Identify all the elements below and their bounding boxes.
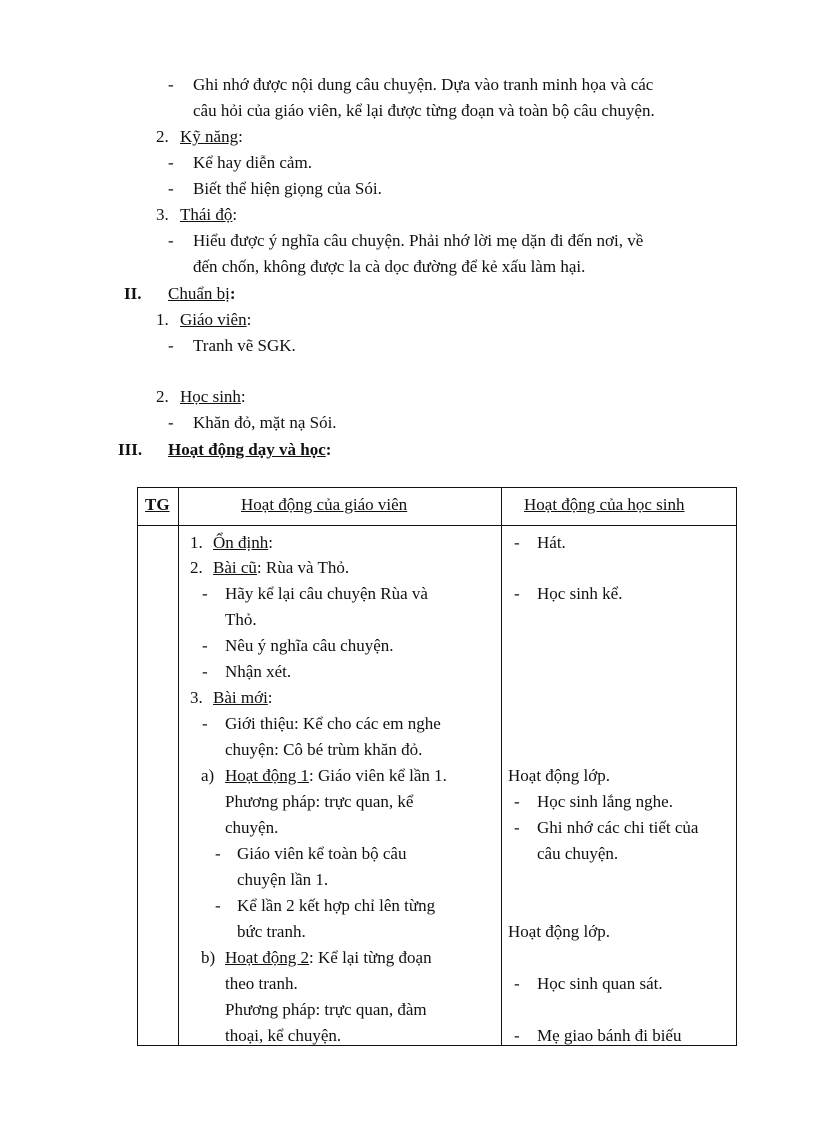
bullet-dash: - bbox=[168, 336, 174, 355]
list-number: 3. bbox=[190, 688, 203, 707]
bullet-dash: - bbox=[168, 179, 174, 198]
activity-1-heading: Hoạt động 1: Giáo viên kể lần 1. bbox=[225, 766, 447, 785]
objective-line: câu hỏi của giáo viên, kể lại được từng đoạn và toàn bộ câu chuyện. bbox=[193, 101, 655, 120]
student-item: Khăn đỏ, mặt nạ Sói. bbox=[193, 413, 337, 432]
table-border bbox=[137, 525, 737, 526]
table-header-teacher: Hoạt động của giáo viên bbox=[241, 495, 408, 514]
bullet-dash: - bbox=[514, 818, 520, 837]
list-number: 1. bbox=[190, 533, 203, 552]
bullet-dash: - bbox=[168, 75, 174, 94]
teacher-activity-line: chuyện. bbox=[225, 818, 279, 837]
activity-2-heading: Hoạt động 2: Kể lại từng đoạn bbox=[225, 948, 432, 967]
table-border bbox=[137, 487, 138, 1046]
bai-cu-heading: Bài cũ: Rùa và Thỏ. bbox=[213, 558, 350, 577]
teacher-activity-line: Nhận xét. bbox=[225, 662, 292, 681]
bullet-dash: - bbox=[168, 231, 174, 250]
skills-item: Biết thể hiện giọng của Sói. bbox=[193, 179, 382, 198]
teacher-activity-line: Giáo viên kể toàn bộ câu bbox=[237, 844, 407, 863]
student-activity-line: Học sinh kể. bbox=[537, 584, 623, 603]
teacher-activity-line: Thỏ. bbox=[225, 610, 257, 629]
teacher-activity-line: chuyện: Cô bé trùm khăn đỏ. bbox=[225, 740, 423, 759]
section-title: Chuẩn bị: bbox=[168, 284, 236, 303]
list-number: 2. bbox=[156, 387, 169, 406]
teacher-activity-line: Phương pháp: trực quan, kể bbox=[225, 792, 414, 811]
student-heading: Học sinh: bbox=[180, 387, 246, 406]
bullet-dash: - bbox=[514, 584, 520, 603]
skills-item: Kể hay diễn cảm. bbox=[193, 153, 312, 172]
teacher-activity-line: Kể lần 2 kết hợp chỉ lên từng bbox=[237, 896, 436, 915]
section-title: Hoạt động dạy và học: bbox=[168, 440, 332, 459]
student-activity-line: Học sinh lắng nghe. bbox=[537, 792, 673, 811]
table-border bbox=[178, 487, 179, 1046]
attitude-line: đến chốn, không được la cà dọc đường để kẻ xấu làm hại. bbox=[193, 257, 586, 276]
attitude-heading: Thái độ: bbox=[180, 205, 238, 224]
table-header-student: Hoạt động của học sinh bbox=[524, 495, 685, 514]
bullet-dash: - bbox=[202, 714, 208, 733]
bullet-dash: - bbox=[514, 974, 520, 993]
student-activity-line: Học sinh quan sát. bbox=[537, 974, 663, 993]
bullet-dash: - bbox=[514, 792, 520, 811]
on-dinh-heading: Ổn định: bbox=[213, 533, 273, 552]
skills-heading: Kỹ năng: bbox=[180, 127, 243, 146]
list-number: 3. bbox=[156, 205, 169, 224]
teacher-activity-line: Hãy kể lại câu chuyện Rùa và bbox=[225, 584, 428, 603]
table-border bbox=[501, 487, 502, 1046]
teacher-activity-line: bức tranh. bbox=[237, 922, 306, 941]
teacher-heading: Giáo viên: bbox=[180, 310, 252, 329]
bullet-dash: - bbox=[202, 662, 208, 681]
objective-line: Ghi nhớ được nội dung câu chuyện. Dựa vào tranh minh họa và các bbox=[193, 75, 654, 94]
list-number: 2. bbox=[156, 127, 169, 146]
attitude-line: Hiểu được ý nghĩa câu chuyện. Phải nhớ lời mẹ dặn đi đến nơi, về bbox=[193, 231, 644, 250]
student-activity-line: Hoạt động lớp. bbox=[508, 922, 611, 941]
teacher-activity-line: Phương pháp: trực quan, đàm bbox=[225, 1000, 427, 1019]
bullet-dash: - bbox=[168, 413, 174, 432]
table-header-tg: TG bbox=[145, 495, 170, 514]
list-number: 1. bbox=[156, 310, 169, 329]
student-activity-line: Mẹ giao bánh đi biếu bbox=[537, 1026, 682, 1045]
list-number: 2. bbox=[190, 558, 203, 577]
list-letter: a) bbox=[201, 766, 215, 785]
bullet-dash: - bbox=[202, 636, 208, 655]
bullet-dash: - bbox=[168, 153, 174, 172]
bullet-dash: - bbox=[514, 533, 520, 552]
teacher-activity-line: Giới thiệu: Kể cho các em nghe bbox=[225, 714, 441, 733]
table-border bbox=[736, 487, 737, 1046]
bullet-dash: - bbox=[215, 896, 221, 915]
student-activity-line: Hoạt động lớp. bbox=[508, 766, 611, 785]
bullet-dash: - bbox=[202, 584, 208, 603]
teacher-activity-line: chuyện lần 1. bbox=[237, 870, 329, 889]
teacher-activity-line: Nêu ý nghĩa câu chuyện. bbox=[225, 636, 394, 655]
bai-moi-heading: Bài mới: bbox=[213, 688, 273, 707]
bullet-dash: - bbox=[514, 1026, 520, 1045]
section-number: II. bbox=[124, 284, 142, 303]
teacher-item: Tranh vẽ SGK. bbox=[193, 336, 296, 355]
list-letter: b) bbox=[201, 948, 216, 967]
student-activity-line: câu chuyện. bbox=[537, 844, 619, 863]
teacher-activity-line: thoại, kể chuyện. bbox=[225, 1026, 342, 1045]
student-activity-line: Hát. bbox=[537, 533, 566, 552]
student-activity-line: Ghi nhớ các chi tiết của bbox=[537, 818, 699, 837]
bullet-dash: - bbox=[215, 844, 221, 863]
section-number: III. bbox=[118, 440, 143, 459]
table-border bbox=[137, 487, 737, 488]
teacher-activity-line: theo tranh. bbox=[225, 974, 298, 993]
